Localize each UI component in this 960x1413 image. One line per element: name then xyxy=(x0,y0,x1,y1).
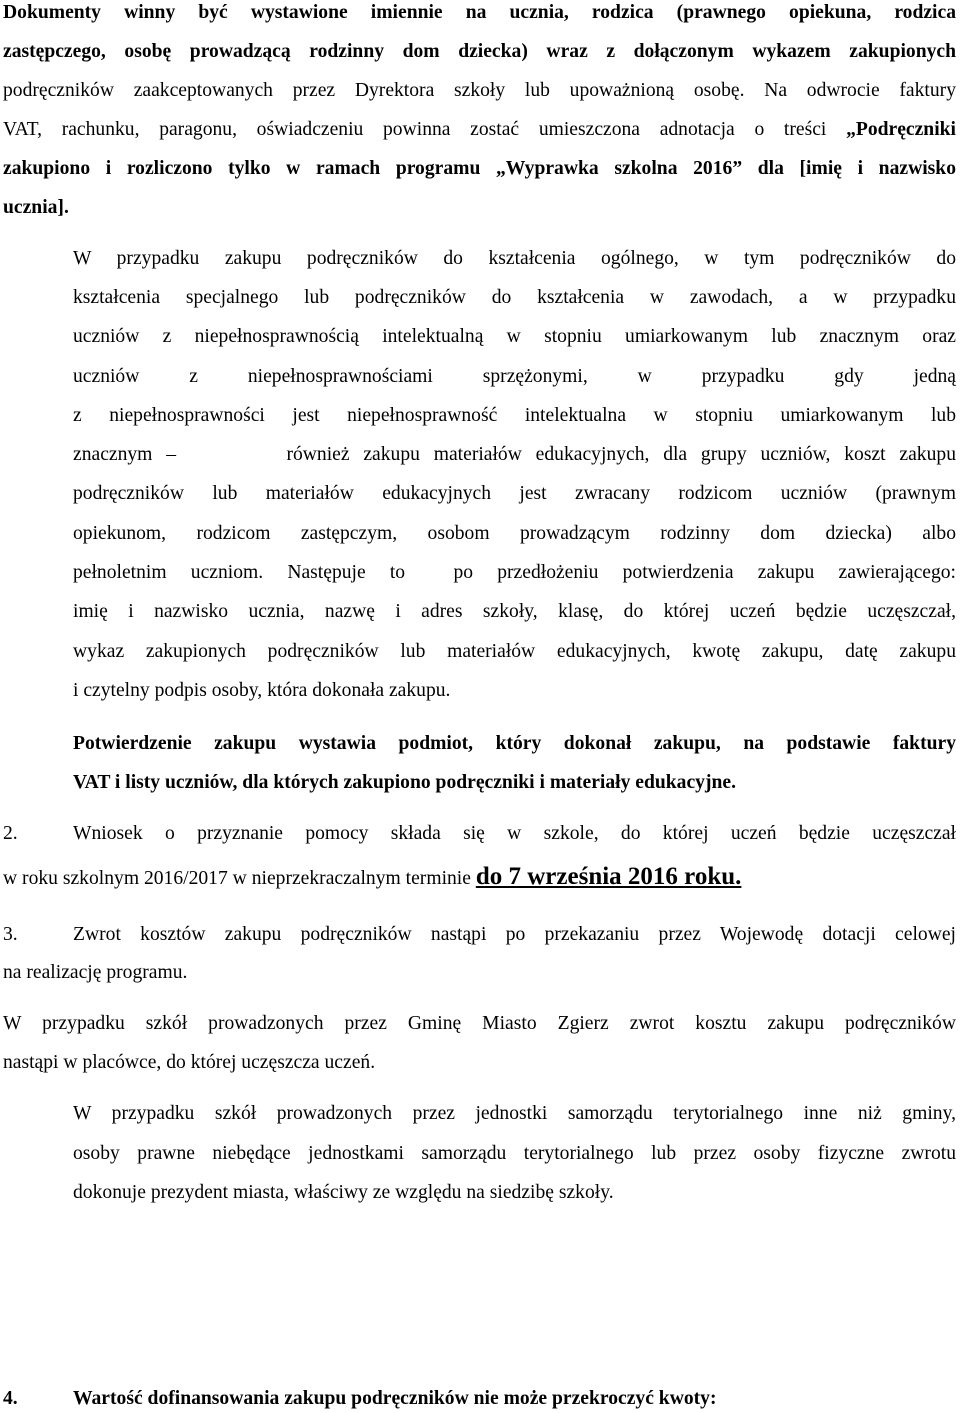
deadline-highlight: do 7 września 2016 roku. xyxy=(475,863,742,890)
text-line: W przypadku szkół prowadzonych przez jednostki samorządu terytorialnego inne niż gminy, xyxy=(73,1103,956,1124)
text-line: W przypadku szkół prowadzonych przez Gminę Miasto Zgierz zwrot kosztu zakupu podręczników xyxy=(3,1013,956,1034)
text-line xyxy=(3,118,956,142)
text-line: na realizację programu. xyxy=(3,962,188,983)
item-number: 4. xyxy=(3,1388,18,1409)
text-line: VAT i listy uczniów, dla których zakupiono podręczniki i materiały edukacyjne. xyxy=(73,772,736,793)
text-line: dokonuje prezydent miasta, właściwy ze względu na siedzibę szkoły. xyxy=(73,1182,614,1203)
text-line xyxy=(3,822,956,846)
text-normal: VAT, rachunku, paragonu, oświadczeniu powinna zostać umieszczona adnotacja o treści xyxy=(3,119,847,140)
text-line: W przypadku zakupu podręczników do kształcenia ogólnego, w tym podręczników do xyxy=(73,248,956,269)
text-line xyxy=(3,40,956,64)
text-bold: „Podręczniki xyxy=(846,119,956,140)
item-number: 3. xyxy=(3,924,18,945)
section-heading: Wartość dofinansowania zakupu podręczników nie może przekroczyć kwoty: xyxy=(73,1388,717,1409)
text-line xyxy=(3,865,956,891)
text-line: kształcenia specjalnego lub podręczników do kształcenia w zawodach, a w przypadku xyxy=(73,287,956,308)
text-line: ucznia]. xyxy=(3,197,69,218)
text-line: zakupiono i rozliczono tylko w ramach programu „Wyprawka szkolna 2016” dla [imię i nazwisko xyxy=(3,158,956,179)
text-normal: Zwrot kosztów zakupu podręczników nastąpi po przekazaniu przez Wojewodę dotacji celowej xyxy=(73,924,956,945)
text-line: Dokumenty winny być wystawione imiennie na ucznia, rodzica (prawnego opiekuna, rodzica xyxy=(3,2,956,23)
text-line: uczniów z niepełnosprawnościami sprzężonymi, w przypadku gdy jedną xyxy=(73,366,956,387)
text-line: i czytelny podpis osoby, która dokonała zakupu. xyxy=(73,680,451,701)
text-line: osoby prawne niebędące jednostkami samorządu terytorialnego lub przez osoby fizyczne zwrotu xyxy=(73,1143,956,1164)
text-line: imię i nazwisko ucznia, nazwę i adres szkoły, klasę, do której uczeń będzie uczęszczał, xyxy=(73,601,956,622)
item-number: 2. xyxy=(3,823,18,844)
text-line xyxy=(3,923,956,947)
text-line: uczniów z niepełnosprawnością intelektualną w stopniu umiarkowanym lub znacznym oraz xyxy=(73,326,956,347)
text-line: nastąpi w placówce, do której uczęszcza uczeń. xyxy=(3,1052,376,1073)
text-line: wykaz zakupionych podręczników lub materiałów edukacyjnych, kwotę zakupu, datę zakupu xyxy=(73,641,956,662)
text-line: opiekunom, rodzicom zastępczym, osobom prowadzącym rodzinny dom dziecka) albo xyxy=(73,523,956,544)
text-line: Potwierdzenie zakupu wystawia podmiot, który dokonał zakupu, na podstawie faktury xyxy=(73,733,956,754)
text-line: z niepełnosprawności jest niepełnosprawność intelektualna w stopniu umiarkowanym lub xyxy=(73,405,956,426)
text-normal: Wniosek o przyznanie pomocy składa się w szkole, do której uczeń będzie uczęszczał xyxy=(73,823,956,844)
text-line: podręczników zaakceptowanych przez Dyrektora szkoły lub upoważnioną osobę. Na odwrocie faktury xyxy=(3,80,956,101)
text-line xyxy=(3,1387,956,1411)
text-bold: zastępczego, osobę prowadzącą rodzinny dom dziecka) wraz z dołączonym wykazem zakupionych xyxy=(3,41,956,62)
text-line: podręczników lub materiałów edukacyjnych jest zwracany rodzicom uczniów (prawnym xyxy=(73,483,956,504)
text-normal: w roku szkolnym 2016/2017 w nieprzekraczalnym terminie xyxy=(3,868,476,889)
text-line: pełnoletnim uczniom. Następuje to po przedłożeniu potwierdzenia zakupu zawierającego: xyxy=(73,562,956,583)
text-line: znacznym – również zakupu materiałów edukacyjnych, dla grupy uczniów, koszt zakupu xyxy=(73,444,956,465)
